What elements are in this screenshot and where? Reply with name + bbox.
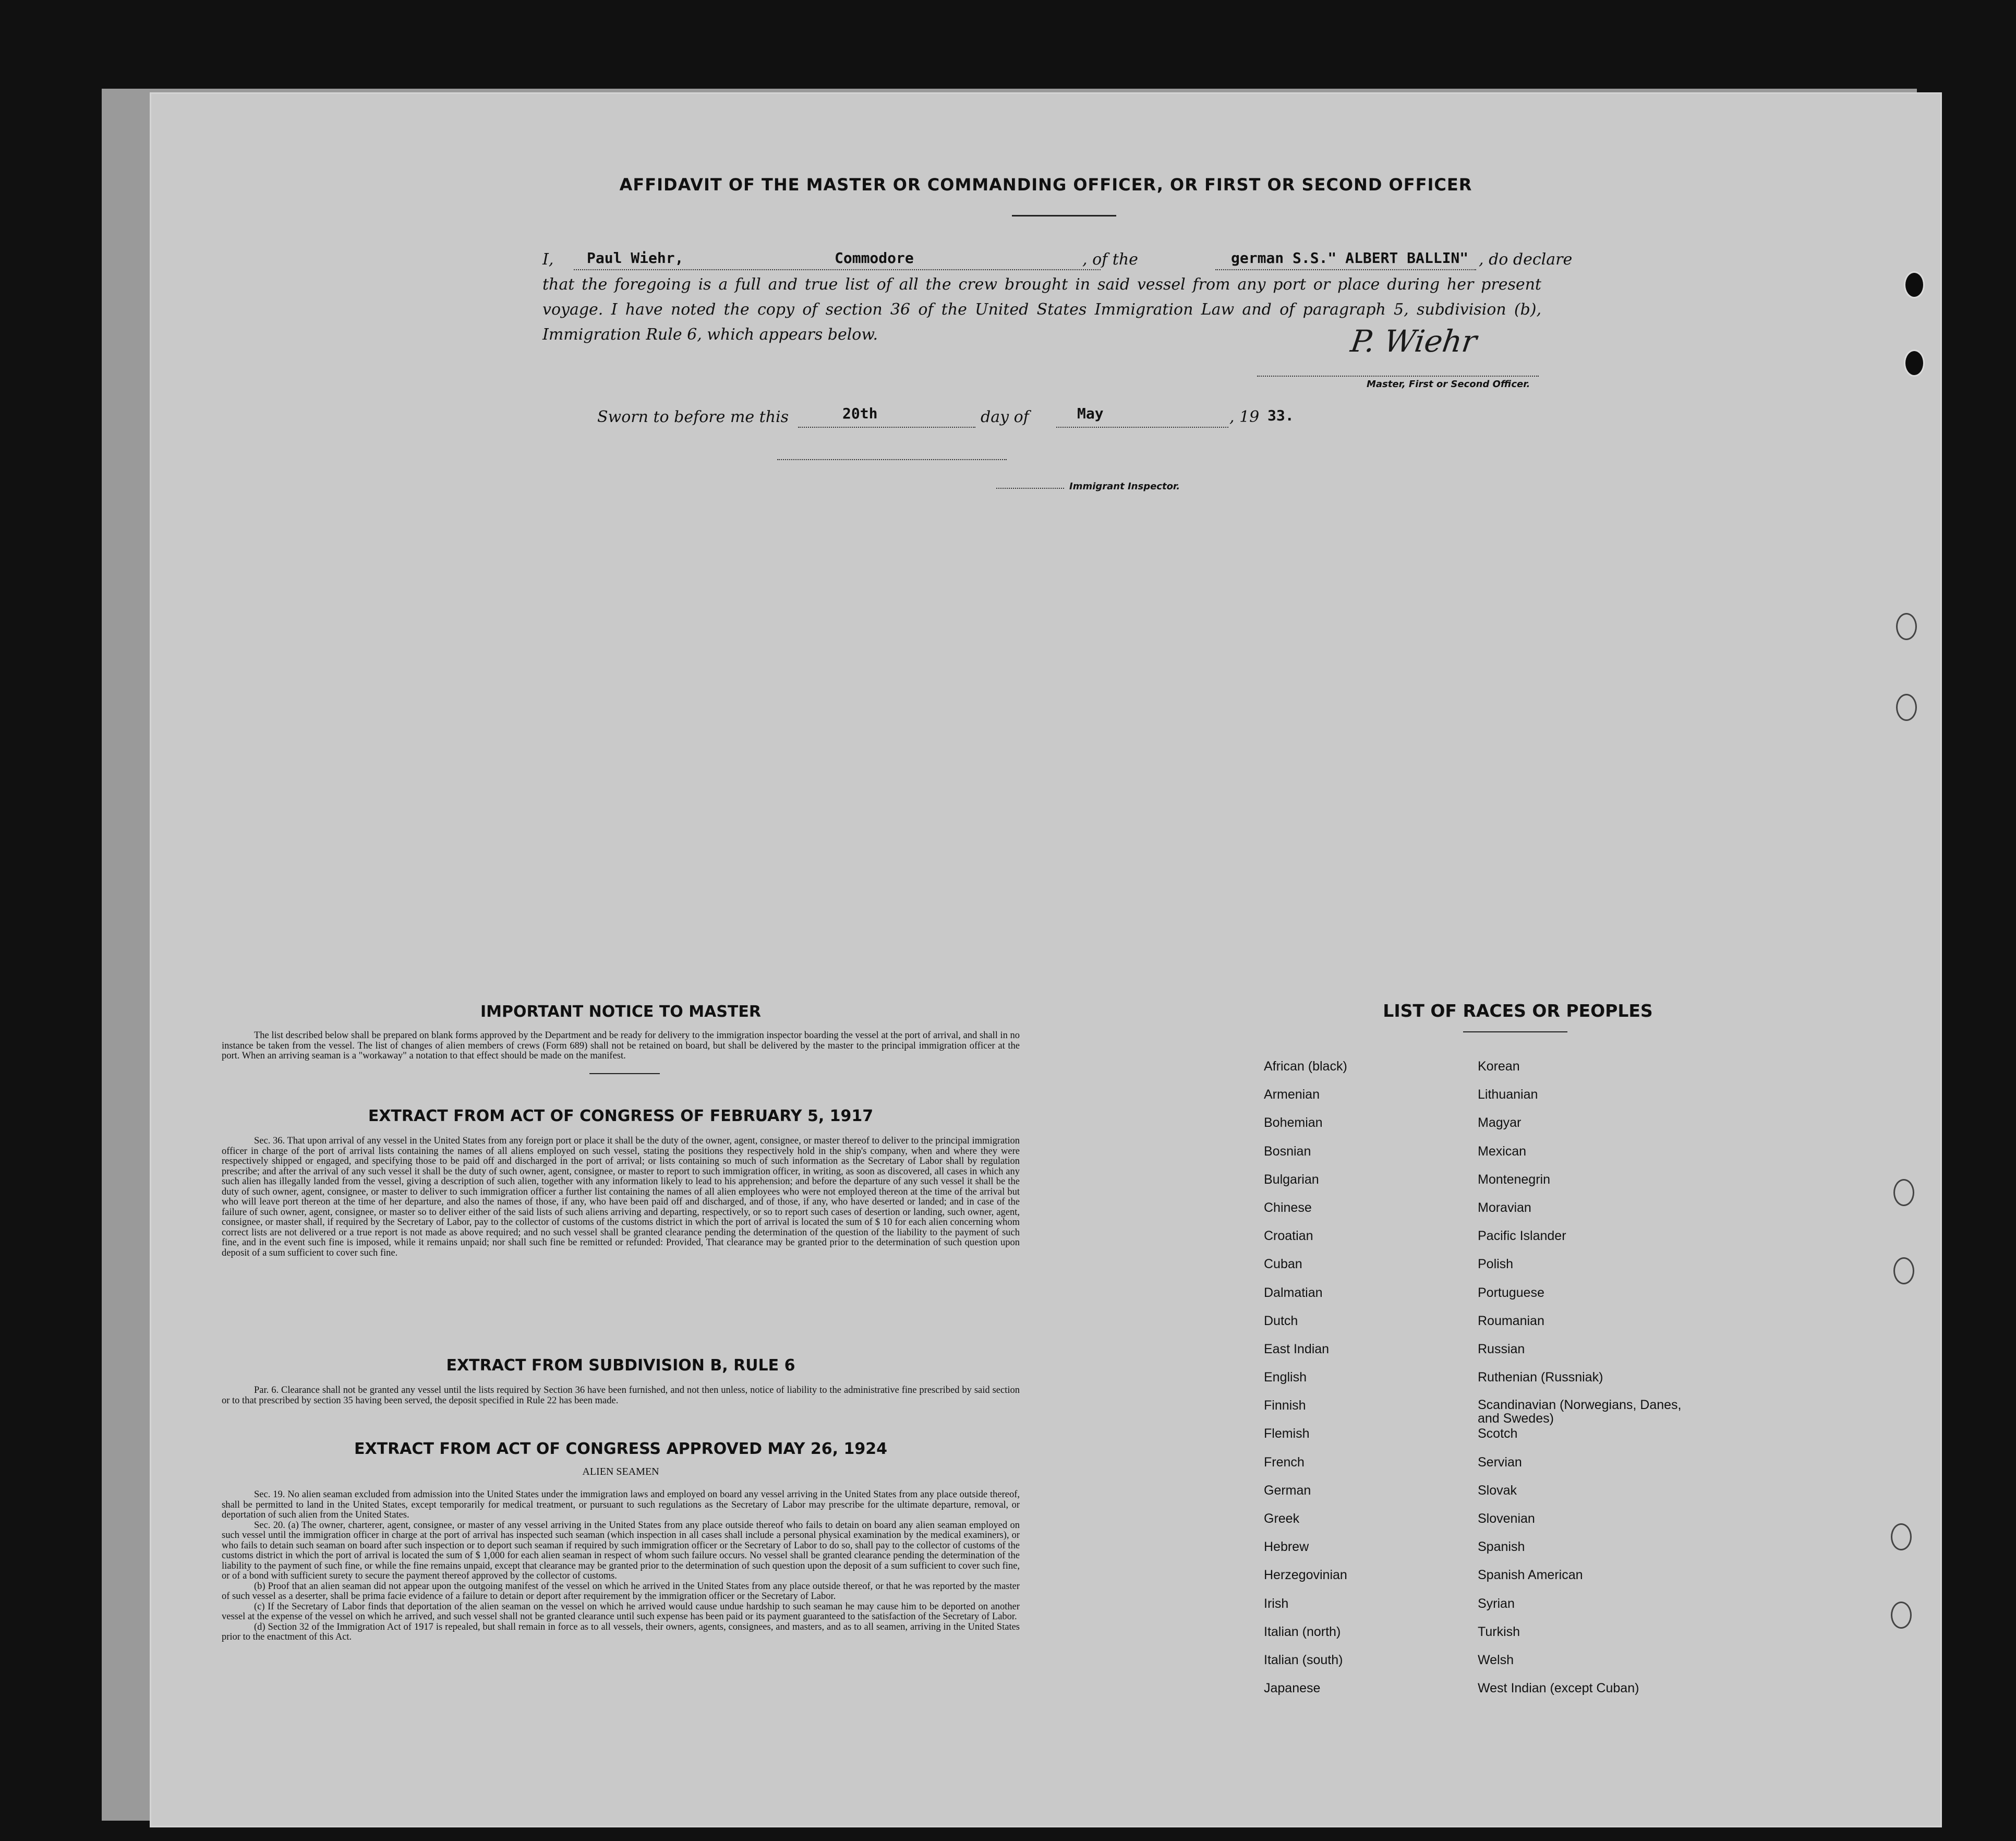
extract-1924-subtitle: ALIEN SEAMEN bbox=[582, 1466, 659, 1477]
inspector-line-upper bbox=[777, 459, 1007, 460]
race-item: Slovak bbox=[1478, 1483, 1517, 1498]
race-item: Dutch bbox=[1264, 1313, 1298, 1328]
race-item: Portuguese bbox=[1478, 1285, 1544, 1300]
race-item: Scandinavian (Norwegians, Danes, and Swedes) bbox=[1478, 1398, 1682, 1426]
master-signature: P. Wiehr bbox=[1348, 323, 1479, 359]
race-item: Irish bbox=[1264, 1596, 1289, 1611]
binder-hole bbox=[1904, 271, 1925, 298]
race-item: English bbox=[1264, 1370, 1307, 1385]
race-item: Italian (north) bbox=[1264, 1624, 1341, 1639]
sworn-month: May bbox=[1077, 405, 1104, 422]
extract-rule6-title: EXTRACT FROM SUBDIVISION B, RULE 6 bbox=[446, 1356, 795, 1375]
race-item: Magyar bbox=[1478, 1115, 1522, 1130]
race-item: Syrian bbox=[1478, 1596, 1515, 1611]
race-item: Japanese bbox=[1264, 1681, 1321, 1696]
binder-hole bbox=[1891, 1602, 1912, 1629]
race-item: Servian bbox=[1478, 1454, 1522, 1470]
races-left-column bbox=[1264, 1059, 1462, 1709]
signature-line bbox=[1257, 376, 1539, 377]
vessel-name: german S.S." ALBERT BALLIN" bbox=[1231, 249, 1469, 267]
affidavit-title: AFFIDAVIT OF THE MASTER OR COMMANDING OFFICER, OR FIRST OR SECOND OFFICER bbox=[619, 175, 1472, 195]
extract-rule6-text: Par. 6. Clearance shall not be granted any vessel until the lists required by Section 36 have been furnished, and not then unless, notice of liability to the administrative fine prescribed by said section or to that prescribed by section 35 having been served, the deposit specified in Rule 22 has been made. bbox=[222, 1385, 1020, 1406]
title-underline bbox=[1012, 215, 1116, 216]
races-right-column bbox=[1478, 1059, 1697, 1709]
race-item: Dalmatian bbox=[1264, 1285, 1323, 1300]
race-item: Scotch bbox=[1478, 1426, 1518, 1441]
race-item: French bbox=[1264, 1454, 1305, 1470]
race-item: Croatian bbox=[1264, 1229, 1313, 1244]
i-label: I, bbox=[542, 250, 554, 269]
race-item: Slovenian bbox=[1478, 1511, 1535, 1526]
affidavit-text: that the foregoing is a full and true list of all the crew brought in said vessel from any port or place during her present voyage. I have noted the copy of section 36 of the United States Immigration Law and of paragraph 5, subdivision (b), Immigration Rule 6, which appears below. bbox=[542, 275, 1541, 344]
inspector-line bbox=[996, 488, 1064, 489]
race-item: Bosnian bbox=[1264, 1144, 1311, 1159]
race-item: Turkish bbox=[1478, 1624, 1520, 1639]
extract-1924-title: EXTRACT FROM ACT OF CONGRESS APPROVED MAY 26, 1924 bbox=[354, 1440, 887, 1458]
master-rank: Commodore bbox=[835, 249, 914, 267]
race-item: East Indian bbox=[1264, 1341, 1330, 1356]
binder-hole bbox=[1893, 1179, 1914, 1206]
race-item: Finnish bbox=[1264, 1398, 1306, 1413]
binder-hole bbox=[1893, 1257, 1914, 1284]
binder-hole bbox=[1896, 613, 1917, 640]
race-item: Spanish bbox=[1478, 1539, 1525, 1555]
race-item: Welsh bbox=[1478, 1652, 1514, 1667]
notice-text: The list described below shall be prepared on blank forms approved by the Department and be ready for delivery to the immigration inspector boarding the vessel at the port of arrival, and shall in no instance be taken from the vessel. The list of changes of alien members of crews (Form 689) shall not be retained on board, but shall be delivered by the master to the principal immigration officer at the port. When an arriving seaman is a "workaway" a notation to that effect should be made on the manifest. bbox=[222, 1030, 1020, 1061]
race-item: West Indian (except Cuban) bbox=[1478, 1681, 1639, 1696]
race-item: German bbox=[1264, 1483, 1311, 1498]
binder-hole bbox=[1891, 1523, 1912, 1550]
race-item: Spanish American bbox=[1478, 1568, 1583, 1583]
document-page bbox=[151, 94, 1940, 1826]
race-item: Moravian bbox=[1478, 1200, 1531, 1215]
notice-title: IMPORTANT NOTICE TO MASTER bbox=[480, 1003, 761, 1021]
master-name: Paul Wiehr, bbox=[587, 249, 684, 267]
sworn-year: 33. bbox=[1267, 407, 1294, 424]
race-item: Montenegrin bbox=[1478, 1172, 1550, 1187]
race-item: Korean bbox=[1478, 1059, 1520, 1074]
extract-1917-text: Sec. 36. That upon arrival of any vessel in the United States from any foreign port or place it shall be the duty of the owner, agent, consignee, or master thereof to deliver to the principal immigration officer in charge of the port of arrival lists containing the names of all aliens employed on such vessel, stating the positions they respectively hold in the ship's company, when and where they were respectively shipped or engaged, and specifying those to be paid off and discharged in the port of arrival; or lists containing so much of such information as the Secretary of Labor shall by regulation prescribe; and after the arrival of any such vessel it shall be the duty of such owner, agent, consignee, or master to report to such immigration officer, in writing, as soon as discovered, all cases in which any such alien has illegally landed from the vessel, giving a description of such alien, together with any information likely to lead to his apprehension; and before the departure of any such vessel it shall be the duty of such owner, agent, consignee, or master to deliver to such immigration officer a further list containing the names of all alien employees who were not employed thereon at the time of the arrival but who will leave port thereon at the time of her departure, and also the names of those, if any, who have been paid off and discharged, and of those, if any, who have deserted or landed; and in case of the failure of such owner, agent, consignee, or master so to deliver either of the said lists of such aliens arriving and departing, respectively, or so to report such cases of desertion or landing, such owner, agent, consignee, or master shall, if required by the Secretary of Labor, pay to the collector of customs of the customs district in which the port of arrival is located the sum of $ 10 for each alien concerning whom correct lists are not delivered or a true report is not made as above required; and no such vessel shall be granted clearance pending the determination of the question of the liability to the payment of such fine, and in the event such fine is imposed, while it remains unpaid; nor shall such fine be remitted or refunded: Provided, That clearance may be granted prior to the determination of such question upon deposit of a sum sufficient to cover such fine. bbox=[222, 1136, 1020, 1258]
day-of-label: day of bbox=[981, 408, 1029, 426]
race-item: Mexican bbox=[1478, 1144, 1527, 1159]
race-item: Bohemian bbox=[1264, 1115, 1323, 1130]
notice-rule bbox=[589, 1073, 660, 1074]
binder-hole bbox=[1896, 694, 1917, 721]
race-item: Chinese bbox=[1264, 1200, 1312, 1215]
extract-1917-title: EXTRACT FROM ACT OF CONGRESS OF FEBRUARY 5, 1917 bbox=[368, 1107, 874, 1125]
do-declare-label: , do declare bbox=[1479, 250, 1573, 269]
race-item: Cuban bbox=[1264, 1257, 1302, 1272]
race-item: Flemish bbox=[1264, 1426, 1310, 1441]
race-item: Bulgarian bbox=[1264, 1172, 1319, 1187]
extract-1924-text: Sec. 19. No alien seaman excluded from admission into the United States under the immigration laws and employed on board any vessel arriving in the United States from any place outside thereof, shall be permitted to land in the United States, except temporarily for medical treatment, or pursuant to such regulations as the Secretary of Labor may prescribe for the ultimate departure, removal, or deportation of such alien from the United States. Sec. 20. (a) The owner, charterer, agent, consignee, or master of any vessel arriving in the United States from any place outside thereof who fails to detain on board any alien seaman employed on such vessel until the immigration officer in charge at the port of arrival has inspected such seaman (which inspection in all cases shall include a personal physical examination by the medical examiners), or who fails to detain such seaman on board after such inspection or to deport such seaman if required by such immigration officer or the Secretary of Labor to do so, shall pay to the collector of customs of the customs district in which the port of arrival is located the sum of $ 1,000 for each alien seaman in respect of whom such failure occurs. No vessel shall be granted clearance pending the determination of the liability to the payment of such fine, or while the fine remains unpaid, except that clearance may be granted prior to the determination of such question upon the deposit of a sum sufficient to cover such fine, or of a bond with sufficient surety to secure the payment thereof approved by the collector of customs. (b) Proof that an alien seaman did not appear upon the outgoing manifest of the vessel on which he arrived in the United States from any place outside thereof, or that he was reported by the master of such vessel as a deserter, shall be prima facie evidence of a failure to detain or deport after requirement by the immigration officer or the Secretary of Labor. (c) If the Secretary of Labor finds that deportation of the alien seaman on the vessel on which he arrived would cause undue hardship to such seaman he may cause him to be deported on another vessel at the expense of the vessel on which he arrived, and such vessel shall not be granted clearance until such expense has been paid or its payment guaranteed to the satisfaction of the Secretary of Labor. (d) Section 32 of the Immigration Act of 1917 is repealed, but shall remain in force as to all vessels, their owners, agents, consignees, and masters, and as to all seamen, arriving in the United States prior to the enactment of this Act. bbox=[222, 1489, 1020, 1642]
race-item: Herzegovinian bbox=[1264, 1568, 1347, 1583]
signature-caption: Master, First or Second Officer. bbox=[1367, 379, 1530, 390]
binder-hole bbox=[1904, 350, 1925, 377]
race-item: Ruthenian (Russniak) bbox=[1478, 1370, 1603, 1385]
races-title: LIST OF RACES OR PEOPLES bbox=[1383, 1001, 1653, 1021]
sworn-day: 20th bbox=[842, 405, 878, 422]
race-item: Russian bbox=[1478, 1341, 1525, 1356]
races-title-underline bbox=[1463, 1031, 1567, 1032]
year-prefix: , 19 bbox=[1229, 408, 1260, 426]
sworn-line bbox=[597, 405, 1536, 434]
race-item: Greek bbox=[1264, 1511, 1300, 1526]
race-item: Lithuanian bbox=[1478, 1087, 1538, 1102]
race-item: African (black) bbox=[1264, 1059, 1347, 1074]
inspector-caption: Immigrant Inspector. bbox=[1069, 481, 1180, 492]
race-item: Italian (south) bbox=[1264, 1652, 1343, 1667]
race-item: Roumanian bbox=[1478, 1313, 1544, 1328]
of-the-label: , of the bbox=[1082, 250, 1138, 269]
race-item: Hebrew bbox=[1264, 1539, 1309, 1555]
race-item: Pacific Islander bbox=[1478, 1229, 1566, 1244]
sworn-label: Sworn to before me this bbox=[597, 408, 789, 426]
race-item: Armenian bbox=[1264, 1087, 1320, 1102]
race-item: Polish bbox=[1478, 1257, 1514, 1272]
